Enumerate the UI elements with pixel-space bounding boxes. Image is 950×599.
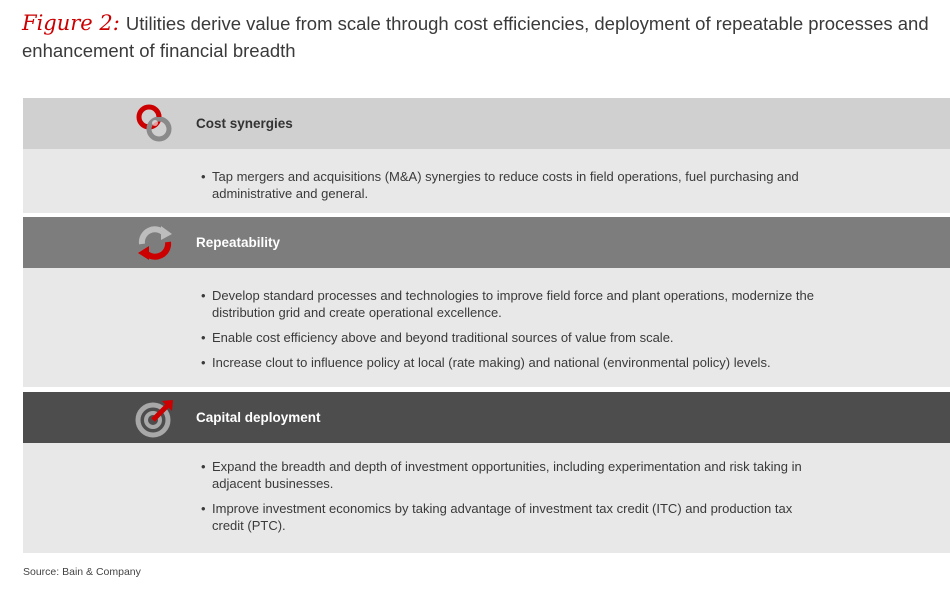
section-body (23, 443, 950, 553)
source-note: Source: Bain & Company (23, 566, 141, 578)
cycle-arrows-icon (134, 222, 176, 264)
section-cost-synergies (23, 98, 950, 213)
bullet-item: • Increase clout to influence policy at local (rate making) and national (environmental policy) levels. (201, 354, 821, 371)
linked-rings-icon (134, 103, 176, 145)
bullet-item: • Enable cost efficiency above and beyond traditional sources of value from scale. (201, 329, 821, 346)
figure-label: Figure 2: (22, 11, 120, 35)
target-arrow-icon (134, 397, 176, 439)
bullet-item: • Tap mergers and acquisitions (M&A) synergies to reduce costs in field operations, fuel purchasing and administrative and general. (201, 168, 821, 202)
section-header-repeatability (23, 217, 950, 268)
figure-title-text: Utilities derive value from scale through cost efficiencies, deployment of repeatable processes and enhancement of financial breadth (22, 13, 929, 61)
section-capital-deployment (23, 392, 950, 553)
section-title: Cost synergies (196, 116, 293, 131)
section-header-cost-synergies (23, 98, 950, 149)
bullet-item: • Develop standard processes and technologies to improve field force and plant operations, modernize the distribution grid and create operational excellence. (201, 287, 821, 321)
bullet-item: • Improve investment economics by taking advantage of investment tax credit (ITC) and production tax credit (PTC). (201, 500, 821, 534)
section-body (23, 149, 950, 213)
bullet-item: • Expand the breadth and depth of investment opportunities, including experimentation and risk taking in adjacent businesses. (201, 458, 821, 492)
figure-title (22, 10, 937, 64)
section-repeatability (23, 217, 950, 387)
section-title: Capital deployment (196, 410, 321, 425)
section-header-capital-deployment (23, 392, 950, 443)
section-body (23, 268, 950, 387)
section-title: Repeatability (196, 235, 281, 250)
